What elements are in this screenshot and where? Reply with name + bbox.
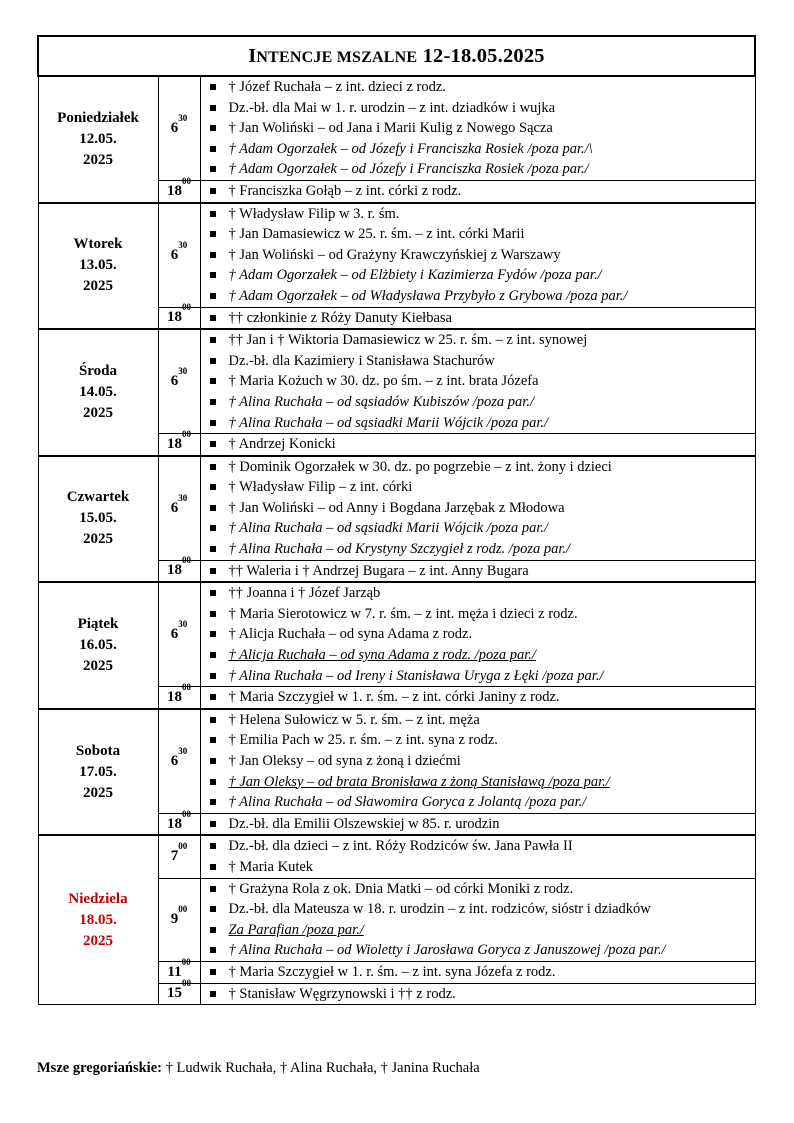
intention-text: † Alicja Ruchała – od syna Adama z rodz. [228, 626, 473, 643]
intention-item [201, 604, 755, 625]
mass-time [158, 808, 200, 835]
intention-text: † Jan Oleksy – od syna z żoną i dziećmi [228, 753, 461, 769]
mass-minute: 30 [178, 619, 188, 630]
mass-minute: 30 [178, 745, 188, 756]
bullet-icon [210, 231, 216, 237]
page-title [38, 36, 755, 76]
mass-minute: 00 [178, 904, 188, 915]
intention-text: † Alina Ruchała – od Krystyny Szczygieł z rodz. /poza par./ [228, 541, 571, 558]
intention-item [201, 518, 755, 539]
bullet-icon [210, 420, 216, 426]
bullet-icon [210, 927, 216, 933]
intention-text: † Alina Ruchała – od sąsiadki Marii Wójcik /poza par./ [228, 414, 549, 431]
bullet-icon [210, 211, 216, 217]
mass-hour: 6 [170, 752, 179, 769]
intention-item [201, 730, 755, 751]
intention-text: Dz.-bł. dla Emilii Olszewskiej w 85. r. urodzin [228, 815, 500, 832]
intentions-list [201, 457, 755, 560]
intention-item [201, 204, 755, 225]
intention-item [201, 286, 755, 307]
bullet-icon [210, 864, 216, 870]
intention-item [201, 561, 755, 582]
mass-time [158, 582, 200, 686]
day-name: Czwartek [66, 489, 130, 506]
mass-time [158, 555, 200, 582]
bullet-icon [210, 947, 216, 953]
intention-text: † Alina Ruchała – od Wioletty i Jarosława Goryca z Januszowej /poza par./ [228, 942, 666, 959]
bullet-icon [210, 799, 216, 805]
intention-text: † Maria Szczygieł w 1. r. śm. – z int. syna Józefa z rodz. [228, 963, 556, 980]
intention-text: † Alina Ruchała – od Sławomira Goryca z Jolantą /poza par./ [228, 794, 587, 811]
intentions-cell [200, 434, 755, 456]
mass-hour: 9 [170, 911, 179, 928]
intentions-cell [200, 180, 755, 202]
intention-text: † Maria Sierotowicz w 7. r. śm. – z int. męża i dzieci z rodz. [228, 605, 578, 622]
day-year: 2025 [83, 932, 113, 949]
mass-time [158, 456, 200, 560]
gregorian-masses [37, 1060, 480, 1077]
day-cell [38, 76, 158, 203]
time-row [38, 76, 755, 180]
day-name: Sobota [75, 742, 121, 759]
intention-text: † Jan Damasiewicz w 25. r. śm. – z int. córki Marii [228, 226, 525, 243]
intentions-list [201, 434, 755, 455]
mass-minute: 00 [182, 808, 191, 819]
intention-text: † Andrzej Konicki [228, 436, 336, 453]
intention-text: † Grażyna Rola z ok. Dnia Matki – od córki Moniki z rodz. [228, 880, 574, 897]
intention-text: † Adam Ogorzałek – od Elżbiety i Kazimierza Fydów /poza par./ [228, 267, 602, 284]
mass-hour: 6 [170, 373, 179, 390]
day-date: 18.05. [79, 911, 117, 928]
intention-text: † Adam Ogorzałek – od Józefy i Franciszka Rosiek /poza par./\ [228, 140, 593, 157]
intention-item [201, 434, 755, 455]
intentions-list [201, 181, 755, 202]
bullet-icon [210, 252, 216, 258]
intention-item [201, 879, 755, 900]
intention-text: † Władysław Filip – z int. córki [228, 479, 413, 496]
intentions-cell [200, 329, 755, 433]
day-name: Piątek [77, 616, 119, 633]
day-year: 2025 [83, 658, 113, 675]
mass-minute: 30 [178, 492, 188, 503]
mass-hour: 6 [170, 119, 179, 136]
mass-minute: 00 [182, 302, 191, 313]
intentions-cell [200, 307, 755, 329]
bullet-icon [210, 969, 216, 975]
bullet-icon [210, 166, 216, 172]
mass-time [158, 978, 200, 1005]
intention-item [201, 624, 755, 645]
intention-text: † Władysław Filip w 3. r. śm. [228, 205, 400, 222]
bullet-icon [210, 293, 216, 299]
intentions-cell [200, 983, 755, 1005]
intention-item [201, 498, 755, 519]
mass-hour: 15 [167, 985, 182, 1002]
intention-item [201, 351, 755, 372]
mass-time [158, 175, 200, 202]
intentions-cell [200, 560, 755, 582]
intention-item [201, 814, 755, 835]
bullet-icon [210, 906, 216, 912]
intentions-cell [200, 709, 755, 813]
bullet-icon [210, 337, 216, 343]
mass-minute: 00 [182, 555, 191, 566]
intentions-list [201, 204, 755, 307]
intention-item [201, 984, 755, 1005]
bullet-icon [210, 464, 216, 470]
day-date: 16.05. [79, 637, 117, 654]
intention-item [201, 265, 755, 286]
intention-item [201, 371, 755, 392]
intentions-cell [200, 76, 755, 180]
intention-text: † Adam Ogorzałek – od Józefy i Franciszka Rosiek /poza par./ [228, 161, 589, 178]
intentions-list [201, 710, 755, 813]
title-smallcaps: NTENCJE MSZALNE [256, 48, 418, 66]
intention-item [201, 413, 755, 434]
day-year: 2025 [83, 404, 113, 421]
day-date: 14.05. [79, 383, 117, 400]
intention-item [201, 139, 755, 160]
bullet-icon [210, 484, 216, 490]
intentions-cell [200, 582, 755, 686]
day-year: 2025 [83, 151, 113, 168]
intention-item [201, 836, 755, 857]
intention-item [201, 308, 755, 329]
intention-text: † Stanisław Węgrzynowski i †† z rodz. [228, 985, 456, 1002]
intention-text: †† Waleria i † Andrzej Bugara – z int. Anny Bugara [228, 562, 529, 579]
bullet-icon [210, 886, 216, 892]
mass-minute: 00 [182, 978, 191, 989]
intention-item [201, 645, 755, 666]
mass-hour: 18 [167, 182, 182, 199]
bullet-icon [210, 188, 216, 194]
intentions-list [201, 330, 755, 433]
intention-text: † Alina Ruchała – od sąsiadów Kubiszów /poza par./ [228, 393, 534, 410]
intention-text: † Alina Ruchała – od sąsiadki Marii Wójcik /poza par./ [228, 520, 549, 537]
bullet-icon [210, 717, 216, 723]
mass-minute: 00 [182, 682, 191, 693]
time-row [38, 709, 755, 813]
intention-text: † Franciszka Gołąb – z int. córki z rodz. [228, 182, 462, 199]
intention-text: Dz.-bł. dla Kazimiery i Stanisława Stachurów [228, 352, 495, 369]
intentions-list [201, 583, 755, 686]
mass-minute: 30 [178, 112, 188, 123]
day-date: 15.05. [79, 510, 117, 527]
day-cell [38, 709, 158, 836]
intentions-list [201, 687, 755, 708]
intentions-cell [200, 687, 755, 709]
intention-text: † Jan Oleksy – od brata Bronisława z żoną Stanisławą /poza par./ [228, 773, 610, 790]
intentions-list [201, 561, 755, 582]
mass-time [158, 203, 200, 307]
intention-item [201, 940, 755, 961]
day-name: Środa [78, 362, 118, 379]
intention-text: † Maria Kutek [228, 858, 314, 875]
day-year: 2025 [83, 531, 113, 548]
intention-text: Za Parafian /poza par./ [228, 921, 364, 938]
intention-item [201, 245, 755, 266]
mass-minute: 00 [182, 428, 191, 439]
intentions-list [201, 814, 755, 835]
mass-minute: 30 [178, 239, 188, 250]
intention-text: † Maria Kożuch w 30. dz. po śm. – z int. brata Józefa [228, 373, 539, 390]
day-cell [38, 582, 158, 709]
mass-hour: 6 [170, 499, 179, 516]
intention-text: Dz.-bł. dla Mai w 1. r. urodzin – z int. dziadków i wujka [228, 99, 556, 116]
intentions-cell [200, 961, 755, 983]
intention-item [201, 457, 755, 478]
mass-time [158, 709, 200, 813]
intentions-cell [200, 878, 755, 961]
mass-minute: 00 [182, 175, 191, 186]
bullet-icon [210, 590, 216, 596]
intention-item [201, 224, 755, 245]
intention-text: Dz.-bł. dla dzieci – z int. Róży Rodziców św. Jana Pawła II [228, 838, 573, 855]
day-year: 2025 [83, 784, 113, 801]
intention-item [201, 751, 755, 772]
bullet-icon [210, 399, 216, 405]
mass-time [158, 428, 200, 456]
bullet-icon [210, 843, 216, 849]
intention-text: † Jan Woliński – od Anny i Bogdana Jarzębak z Młodowa [228, 499, 565, 516]
mass-time [158, 956, 200, 983]
bullet-icon [210, 611, 216, 617]
intention-text: Dz.-bł. dla Mateusza w 18. r. urodzin – z int. rodziców, sióstr i dziadków [228, 901, 651, 918]
day-cell [38, 203, 158, 330]
intention-item [201, 392, 755, 413]
intention-item [201, 330, 755, 351]
intention-text: †† Joanna i † Józef Jarząb [228, 585, 381, 602]
intentions-list [201, 962, 755, 983]
intentions-table [37, 35, 756, 1005]
day-cell [38, 456, 158, 583]
mass-time [158, 329, 200, 433]
mass-hour: 7 [170, 848, 179, 865]
bullet-icon [210, 758, 216, 764]
intention-text: † Jan Woliński – od Grażyny Krawczyńskiej z Warszawy [228, 246, 561, 263]
intentions-list [201, 77, 755, 180]
day-name: Niedziela [68, 890, 128, 907]
intentions-cell [200, 203, 755, 307]
intention-item [201, 792, 755, 813]
intentions-list [201, 879, 755, 961]
bullet-icon [210, 315, 216, 321]
mass-hour: 11 [167, 963, 182, 980]
intention-text: † Dominik Ogorzałek w 30. dz. po pogrzebie – z int. żony i dzieci [228, 458, 612, 475]
intention-text: † Maria Szczygieł w 1. r. śm. – z int. córki Janiny z rodz. [228, 689, 560, 706]
intention-text: † Emilia Pach w 25. r. śm. – z int. syna z rodz. [228, 732, 498, 749]
gregorian-text: † Ludwik Ruchała, † Alina Ruchała, † Janina Ruchała [165, 1060, 480, 1076]
day-name: Wtorek [73, 236, 123, 253]
mass-time [158, 835, 200, 878]
intention-item [201, 899, 755, 920]
time-row [38, 203, 755, 307]
bullet-icon [210, 84, 216, 90]
intention-item [201, 118, 755, 139]
day-date: 17.05. [79, 763, 117, 780]
intention-item [201, 539, 755, 560]
bullet-icon [210, 272, 216, 278]
intention-item [201, 77, 755, 98]
mass-hour: 18 [167, 689, 182, 706]
bullet-icon [210, 779, 216, 785]
intentions-list [201, 984, 755, 1005]
day-year: 2025 [83, 278, 113, 295]
intention-item [201, 666, 755, 687]
bullet-icon [210, 631, 216, 637]
bullet-icon [210, 673, 216, 679]
intention-text: † Alina Ruchała – od Ireny i Stanisława Uryga z Łęki /poza par./ [228, 667, 604, 684]
bullet-icon [210, 821, 216, 827]
title-initial: I [248, 44, 257, 67]
day-name: Poniedziałek [57, 109, 139, 126]
bullet-icon [210, 991, 216, 997]
intention-item [201, 159, 755, 180]
time-row [38, 329, 755, 433]
bullet-icon [210, 737, 216, 743]
title-dates: 12-18.05.2025 [422, 44, 545, 67]
bullet-icon [210, 358, 216, 364]
intentions-list [201, 308, 755, 329]
bullet-icon [210, 505, 216, 511]
intentions-cell [200, 813, 755, 835]
bullet-icon [210, 105, 216, 111]
intention-text: †† Jan i † Wiktoria Damasiewicz w 25. r. śm. – z int. synowej [228, 332, 588, 349]
bullet-icon [210, 525, 216, 531]
intention-text: † Alicja Ruchała – od syna Adama z rodz. /poza par./ [228, 647, 536, 664]
mass-hour: 18 [167, 562, 182, 579]
gregorian-label: Msze gregoriańskie: [37, 1060, 162, 1076]
mass-minute: 00 [181, 956, 191, 967]
intentions-cell [200, 456, 755, 560]
intention-item [201, 583, 755, 604]
mass-time [158, 302, 200, 329]
intention-item [201, 181, 755, 202]
bullet-icon [210, 378, 216, 384]
mass-minute: 00 [178, 841, 188, 852]
bullet-icon [210, 546, 216, 552]
day-cell [38, 329, 158, 456]
intention-item [201, 687, 755, 708]
intention-text: †† członkinie z Róży Danuty Kiełbasa [228, 309, 452, 326]
mass-hour: 18 [167, 815, 182, 832]
bullet-icon [210, 125, 216, 131]
bullet-icon [210, 652, 216, 658]
day-date: 12.05. [79, 130, 117, 147]
intention-text: † Jan Woliński – od Jana i Marii Kulig z Nowego Sącza [228, 120, 553, 137]
mass-hour: 6 [170, 246, 179, 263]
mass-time [158, 76, 200, 180]
intentions-list [201, 836, 755, 877]
day-cell [38, 835, 158, 1004]
bullet-icon [210, 694, 216, 700]
intention-item [201, 857, 755, 878]
bullet-icon [210, 146, 216, 152]
intention-item [201, 477, 755, 498]
intention-item [201, 98, 755, 119]
intentions-cell [200, 835, 755, 878]
intention-text: † Adam Ogorzałek – od Władysława Przybyło z Grybowa /poza par./ [228, 287, 628, 304]
intention-text: † Józef Ruchała – z int. dzieci z rodz. [228, 79, 446, 95]
bullet-icon [210, 568, 216, 574]
mass-time [158, 878, 200, 961]
time-row [38, 582, 755, 686]
mass-time [158, 682, 200, 709]
intention-item [201, 772, 755, 793]
intention-item [201, 920, 755, 941]
mass-hour: 6 [170, 626, 179, 643]
day-date: 13.05. [79, 257, 117, 274]
mass-minute: 30 [178, 366, 188, 377]
mass-hour: 18 [167, 309, 182, 326]
time-row [38, 456, 755, 560]
intention-text: † Helena Sułowicz w 5. r. śm. – z int. męża [228, 711, 480, 728]
time-row [38, 835, 755, 878]
intention-item [201, 710, 755, 731]
intention-item [201, 962, 755, 983]
mass-hour: 18 [167, 435, 182, 452]
bullet-icon [210, 441, 216, 447]
